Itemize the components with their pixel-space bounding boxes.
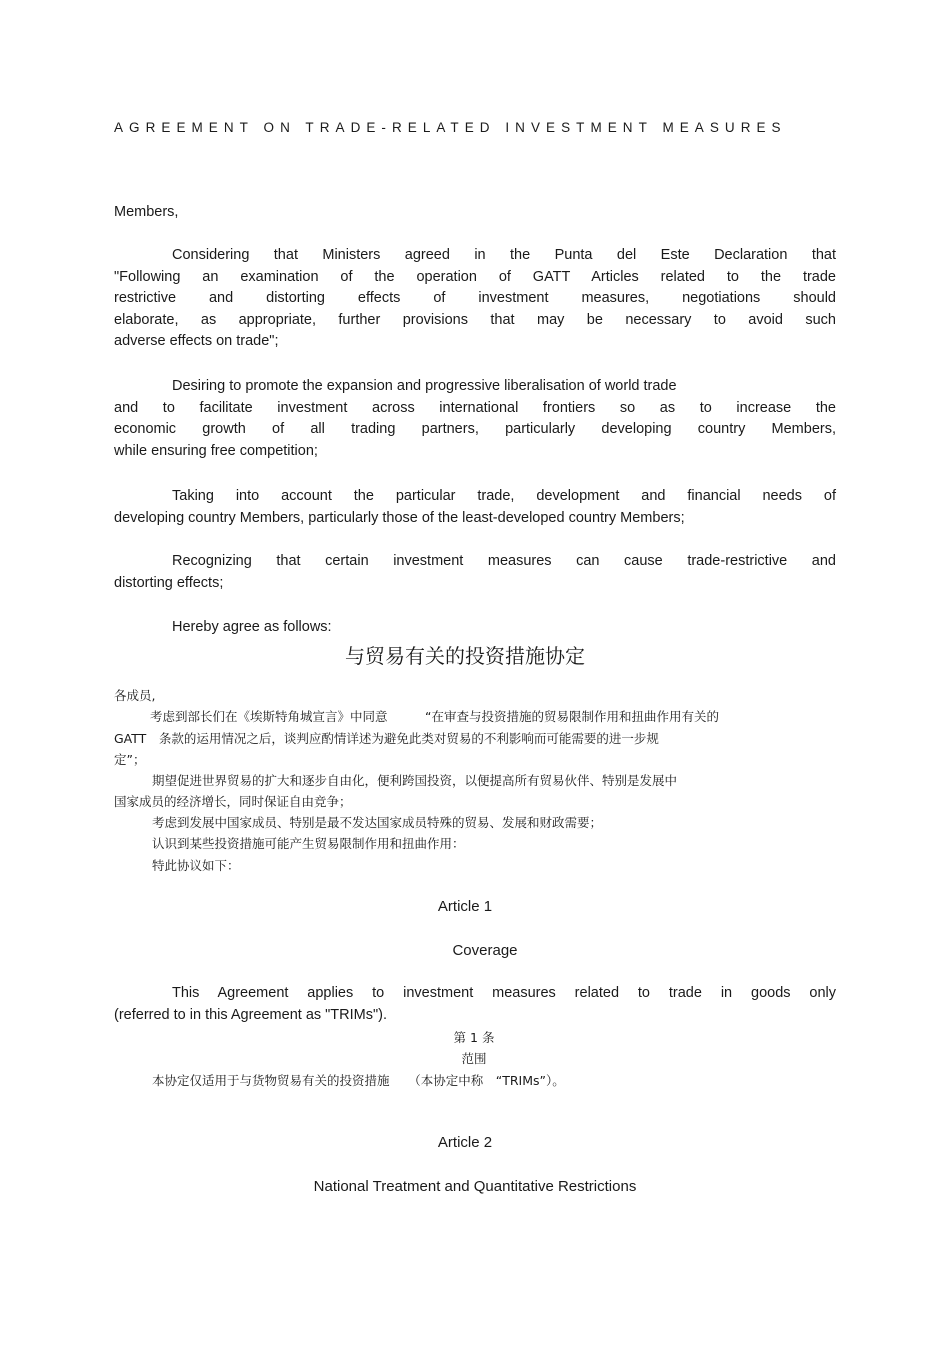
text-line: This Agreement applies to investment measures related to trade in goods only [172,985,836,1001]
agreement-title: AGREEMENT ON TRADE-RELATED INVESTMENT MEASURES [114,120,787,135]
preamble-taking-into-account [114,486,836,529]
text-line: Taking into account the particular trade, development and financial needs of [172,488,836,504]
article-1-heading: Article 1 [437,898,493,915]
text-line: elaborate, as appropriate, further provisions that may be necessary to avoid such [114,311,836,328]
members-salutation: Members, [114,204,179,220]
zh-article-1-subheading: 范围 [461,1051,487,1066]
text-line: Considering that Ministers agreed in the Punta del Este Declaration that [172,247,836,263]
preamble-considering [114,245,836,353]
article-1-subheading: Coverage [452,942,518,959]
zh-text-line: GATT 条款的运用情况之后，谈判应酌情详述为避免此类对贸易的不利影响而可能需要的进一步规 [114,731,659,746]
preamble-hereby-agree: Hereby agree as follows: [172,619,332,635]
text-line: (referred to in this Agreement as "TRIMs"). [114,1006,387,1023]
zh-article-1-heading: 第 1 条 [453,1030,495,1045]
zh-agreement-title: 与贸易有关的投资措施协定 [345,644,585,668]
zh-text-line: 定”； [114,752,146,767]
zh-text-line: 特此协议如下： [152,858,240,873]
text-line: "Following an examination of the operation of GATT Articles related to the trade [114,268,836,285]
preamble-desiring [114,376,836,462]
text-line: economic growth of all trading partners, particularly developing country Members, [114,421,836,437]
text-line: developing country Members, particularly those of the least-developed country Members; [114,509,685,526]
text-line: while ensuring free competition; [114,442,318,459]
text-line: restrictive and distorting effects of investment measures, negotiations should [114,290,836,306]
text-line: adverse effects on trade"; [114,333,279,349]
zh-text-line: 考虑到部长们在《埃斯特角城宣言》中同意 “在审查与投资措施的贸易限制作用和扭曲作用有关的 [150,709,719,724]
text-line: Desiring to promote the expansion and progressive liberalisation of world trade [172,378,677,394]
zh-text-line: 期望促进世界贸易的扩大和逐步自由化，便利跨国投资，以便提高所有贸易伙伴、特别是发展中 [152,773,678,788]
text-line: distorting effects; [114,574,224,591]
zh-members: 各成员, [114,688,156,703]
zh-text-line: 国家成员的经济增长，同时保证自由竞争； [114,794,352,809]
preamble-recognizing [114,551,836,594]
article-2-subheading: National Treatment and Quantitative Restrictions [313,1178,637,1195]
article-2-heading: Article 2 [437,1134,493,1151]
zh-text-line: 认识到某些投资措施可能产生贸易限制作用和扭曲作用： [152,836,465,851]
text-line: and to facilitate investment across international frontiers so as to increase the [114,399,836,416]
text-line: Recognizing that certain investment measures can cause trade-restrictive and [172,553,836,569]
zh-article-1-text: 本协定仅适用于与货物贸易有关的投资措施 （本协定中称 “TRIMs”）。 [152,1073,565,1088]
zh-text-line: 考虑到发展中国家成员、特别是最不发达国家成员特殊的贸易、发展和财政需要； [152,815,603,830]
article-1-text [114,983,836,1026]
